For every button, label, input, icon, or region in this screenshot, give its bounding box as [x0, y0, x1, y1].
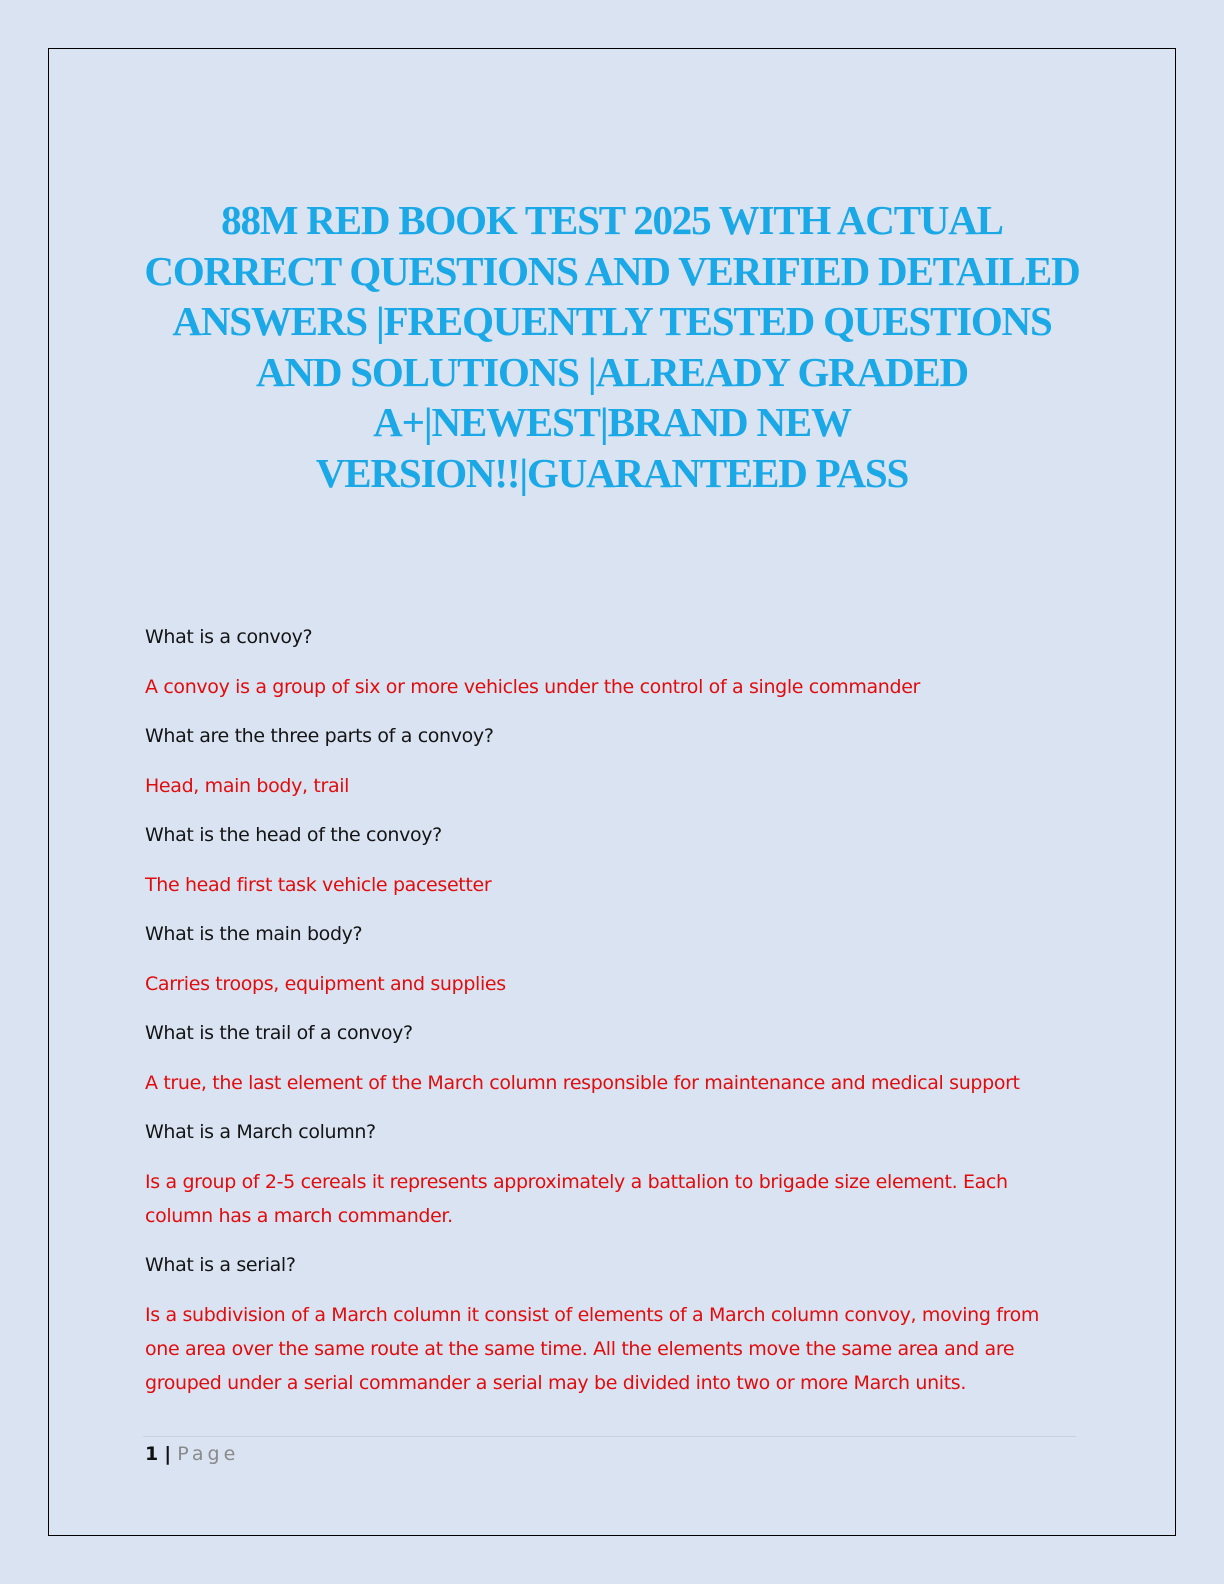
answer-7: Is a subdivision of a March column it consist of elements of a March column convoy, moving from one area over the same route at the same time. All the elements move the same area and are grouped under a serial commander a serial may be divided into two or more March units. [145, 1303, 1040, 1394]
question-1: What is a convoy? [145, 626, 313, 648]
question-7: What is a serial? [145, 1254, 296, 1276]
answer-2: Head, main body, trail [145, 774, 350, 797]
answer-1: A convoy is a group of six or more vehicles under the control of a single commander [145, 675, 920, 698]
page-label: Page [177, 1443, 240, 1465]
answer-5: A true, the last element of the March column responsible for maintenance and medical support [145, 1071, 1020, 1094]
question-4: What is the main body? [145, 923, 363, 945]
qa-list [145, 620, 1075, 1400]
answer-3: The head first task vehicle pacesetter [145, 873, 492, 896]
question-3: What is the head of the convoy? [145, 824, 442, 846]
document-title: 88M RED BOOK TEST 2025 WITH ACTUAL CORRECT QUESTIONS AND VERIFIED DETAILED ANSWERS |FREQUENTLY TESTED QUESTIONS AND SOLUTIONS |ALREADY GRADED A+|NEWEST|BRAND NEW VERSION!!|GUARANTEED PASS [144, 197, 1080, 496]
answer-4: Carries troops, equipment and supplies [145, 972, 506, 995]
question-6: What is a March column? [145, 1121, 376, 1143]
page-footer [145, 1438, 239, 1470]
footer-rule [143, 1436, 1076, 1437]
page-number: 1 [145, 1443, 159, 1465]
question-2: What are the three parts of a convoy? [145, 725, 494, 747]
footer-separator: | [164, 1443, 172, 1465]
question-5: What is the trail of a convoy? [145, 1022, 413, 1044]
answer-6: Is a group of 2-5 cereals it represents approximately a battalion to brigade size element. Each column has a march commander. [145, 1170, 1008, 1227]
